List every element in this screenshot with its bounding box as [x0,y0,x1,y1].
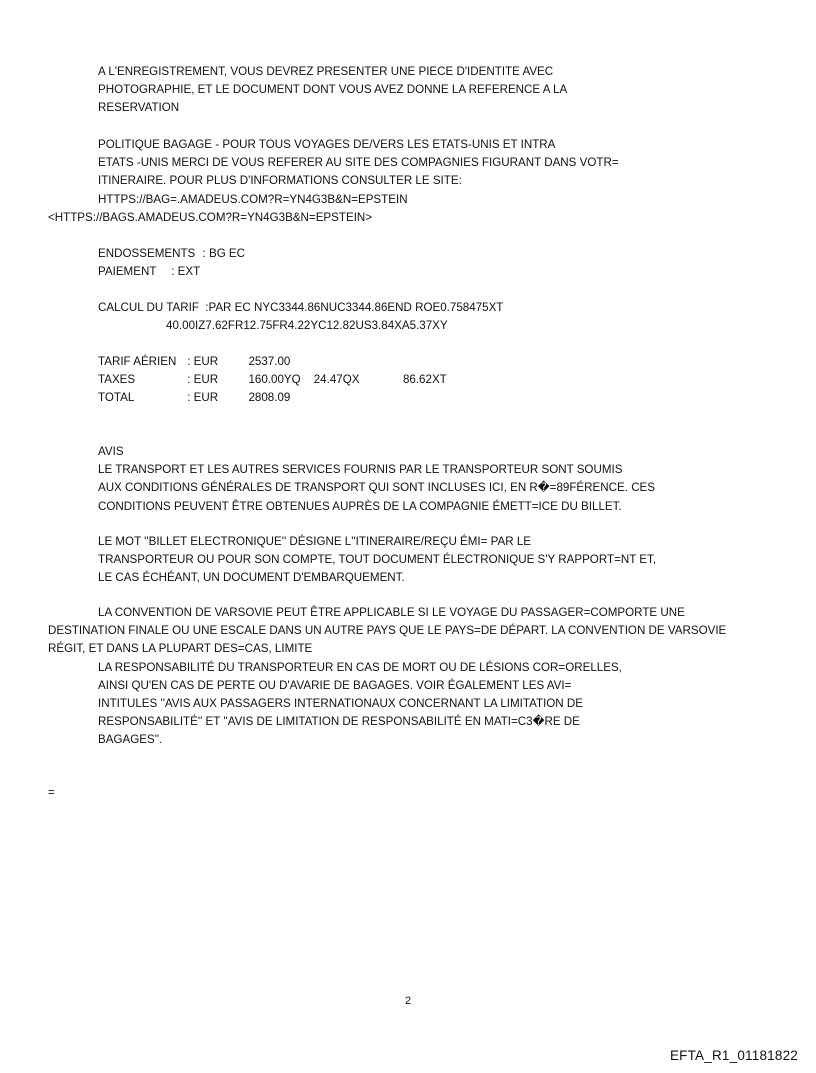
payment-label: PAIEMENT [98,265,157,279]
endorsements-label: ENDOSSEMENTS [98,247,196,260]
checkin-line: RESERVATION [98,101,180,115]
stray-equals-sign: = [48,786,55,799]
notice-title: AVIS [98,445,124,458]
taxes-qx: 24.47QX [313,373,360,387]
total-amount: 2808.09 [248,391,291,405]
warsaw-convention [48,604,816,750]
fare-calc-label: CALCUL DU TARIF [98,301,199,314]
taxes-row [98,371,798,389]
baggage-line: ETATS -UNIS MERCI DE VOUS REFERER AU SITE DES COMPAGNIES FIGURANT DANS VOTR= [98,156,619,170]
warsaw-line: RESPONSABILITÉ'' ET ''AVIS DE LIMITATION DE RESPONSABILITÉ EN MATI=C3�RE DE [98,715,580,729]
baggage-line: POLITIQUE BAGAGE - POUR TOUS VOYAGES DE/VERS LES ETATS-UNIS ET INTRA [98,138,556,151]
warsaw-line: INTITULES ''AVIS AUX PASSAGERS INTERNATIONAUX CONCERNANT LA LIMITATION DE [98,697,584,711]
baggage-line: HTTPS://BAG=.AMADEUS.COM?R=YN4G3B&N=EPSTEIN [98,192,408,206]
total-currency: : EUR [187,391,219,405]
air-fare-label: TARIF AÉRIEN [98,355,177,368]
air-fare-row [98,353,798,371]
baggage-policy [48,136,798,227]
e-ticket-notice [98,533,798,588]
warsaw-line: AINSI QU'EN CAS DE PERTE OU D'AVARIE DE BAGAGES. VOIR ÉGALEMENT LES AVI= [98,678,572,692]
fare-totals [98,353,798,408]
fare-calc-line1: :PAR EC NYC3344.86NUC3344.86END ROE0.758475XT [205,301,504,314]
baggage-link[interactable]: <HTTPS://BAGS.AMADEUS.COM?R=YN4G3B&N=EPSTEIN> [48,210,373,224]
e-ticket-line: LE CAS ÉCHÉANT, UN DOCUMENT D'EMBARQUEMENT. [98,571,405,585]
air-fare-currency: : EUR [187,355,219,368]
payment-value: : EXT [171,265,201,279]
page-number: 2 [404,995,412,1007]
notice-line: CONDITIONS PEUVENT ÊTRE OBTENUES AUPRÈS DE LA COMPAGNIE ÉMETT=ICE DU BILLET. [98,499,622,513]
bates-number: EFTA_R1_01181822 [669,1048,798,1063]
notice-line: LE TRANSPORT ET LES AUTRES SERVICES FOURNIS PAR LE TRANSPORTEUR SONT SOUMIS [98,463,623,477]
payment-row [98,263,798,281]
taxes-currency: : EUR [187,373,219,387]
e-ticket-line: TRANSPORTEUR OU POUR SON COMPTE, TOUT DOCUMENT ÉLECTRONIQUE S'Y RAPPORT=NT ET, [98,553,657,567]
air-fare-amount: 2537.00 [248,355,291,368]
fare-calculation [98,299,798,335]
fare-calc-row [98,299,798,317]
endorsements-row [98,245,798,263]
total-row [98,389,798,407]
total-label: TOTAL [98,391,135,405]
checkin-line: PHOTOGRAPHIE, ET LE DOCUMENT DONT VOUS AVEZ DONNE LA REFERENCE A LA [98,83,568,97]
notice-section [98,443,798,516]
warsaw-line: LA RESPONSABILITÉ DU TRANSPORTEUR EN CAS DE MORT OU DE LÉSIONS COR=ORELLES, [98,660,622,674]
endorsements-payment [98,245,798,281]
endorsements-value: : BG EC [202,247,246,260]
taxes-label: TAXES [98,373,136,387]
taxes-amount: 160.00YQ [248,373,301,387]
baggage-line: ITINERAIRE. POUR PLUS D'INFORMATIONS CONSULTER LE SITE: [98,174,462,188]
warsaw-line: BAGAGES''. [98,733,163,747]
taxes-xt: 86.62XT [402,373,447,387]
checkin-notice [98,63,798,118]
warsaw-line: LA CONVENTION DE VARSOVIE PEUT ÊTRE APPLICABLE SI LE VOYAGE DU PASSAGER=COMPORTE UNE [98,606,685,619]
checkin-line: A L'ENREGISTREMENT, VOUS DEVREZ PRESENTER UNE PIECE D'IDENTITE AVEC [98,65,554,78]
warsaw-line: RÉGIT, ET DANS LA PLUPART DES=CAS, LIMITE [48,642,313,656]
warsaw-line: DESTINATION FINALE OU UNE ESCALE DANS UN AUTRE PAYS QUE LE PAYS=DE DÉPART. LA CONVENTION DE VARSOVIE [48,624,727,638]
e-ticket-line: LE MOT ''BILLET ELECTRONIQUE'' DÉSIGNE L''ITINERAIRE/REÇU ÉMI= PAR LE [98,535,532,548]
notice-line: AUX CONDITIONS GÉNÉRALES DE TRANSPORT QUI SONT INCLUSES ICI, EN R�=89FÉRENCE. CES [98,481,656,495]
fare-calc-line2: 40.00IZ7.62FR12.75FR4.22YC12.82US3.84XA5.37XY [166,319,448,333]
